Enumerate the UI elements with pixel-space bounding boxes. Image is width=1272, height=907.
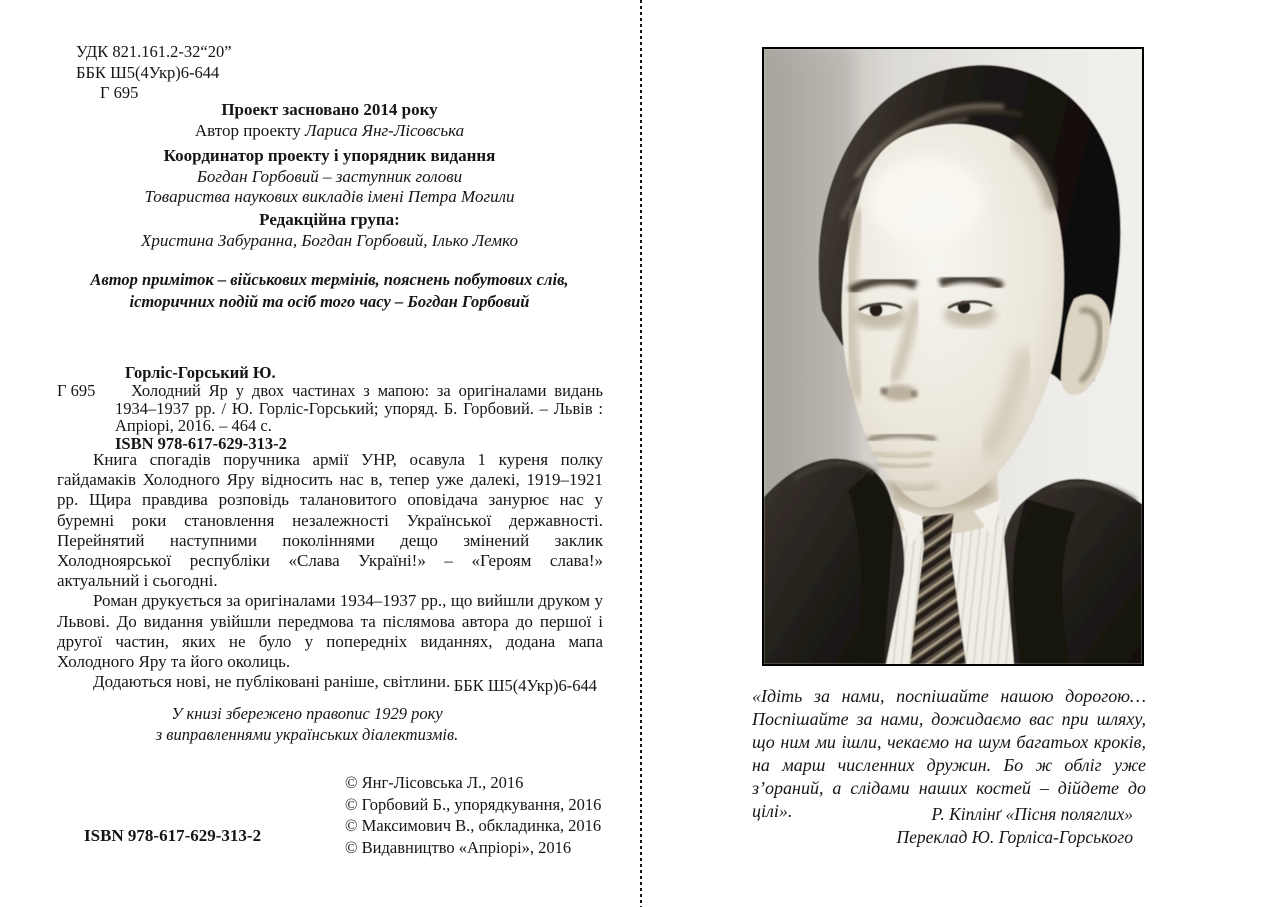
annotation-block [57,450,603,692]
editorial-members: Христина Забуранна, Богдан Горбовий, Ілько Лемко [141,230,518,250]
catalog-author-heading: Горліс-Горський Ю. [125,363,276,382]
orthography-line1: У книзі збережено правопис 1929 року [171,704,443,723]
epigraph-quote: «Ідіть за нами, поспішайте нашою дорогою… Поспішайте за нами, дожидаємо вас при шляху, що ним ми ішли, чекаємо на шум багатьох кроків, на марш численних дружин. Бо ж обліг уже з’ораний, а слідами наших костей – дійдете до цілі». [752,686,1146,821]
notes-line1: Автор приміток – військових термінів, пояснень побутових слів, [90,270,569,289]
project-author-name: Лариса Янг-Лісовська [305,120,465,140]
coordinator-line1: Богдан Горбовий – заступник голови [196,166,463,186]
coordinator-heading: Координатор проекту і упорядник видання [163,146,496,165]
copyright-block [345,772,601,858]
epigraph-attribution [752,803,1146,849]
portrait-photo-image [764,49,1142,664]
catalog-entry-wrap [57,382,603,435]
copyright-line: © Максимович В., обкладинка, 2016 [345,816,602,835]
copyright-line: © Горбовий Б., упорядкування, 2016 [345,794,602,814]
annotation-paragraph-2: Роман друкується за оригіналами 1934–1937 рр., що вийшли друком у Львові. До видання увійшли передмова та післямова автора до першої і другої частин, яких не було у попередніх виданнях, додана мапа Холодного Яру та його околиць. [57,591,603,672]
isbn-bottom-line: ISBN 978-617-629-313-2 [84,826,262,845]
epigraph-translator: Переклад Ю. Горліса-Горського [896,827,1133,847]
catalog-isbn: ISBN 978-617-629-313-2 [115,434,287,454]
editorial-group-block [57,210,602,251]
portrait-photo [762,47,1144,666]
editorial-heading: Редакційна група: [259,210,400,229]
bbk-line: ББК Ш5(4Укр)6-644 [76,62,220,82]
copyright-line: © Янг-Лісовська Л., 2016 [345,773,524,792]
epigraph-source: Р. Кіплінґ «Пісня поляглих» [931,804,1133,824]
project-heading: Проект засновано 2014 року [221,100,438,119]
annotation-paragraph-1: Книга спогадів поручника армії УНР, осавула 1 куреня полку гайдамаків Холодного Яру відносить нас в, тепер уже далекі, 1919–1921 рр. Щира правдива розповідь талановитого оповідача занурює нас у буремні роки становлення незалежності Української державності. Перейнятий наступними поколіннями дещо змінений заклик Холодноярської республіки «Слава Україні!» – «Героям слава!» актуальний і сьогодні. [57,450,603,591]
page-gutter-divider [640,0,642,907]
catalog-code-label: Г 695 [57,380,96,400]
cataloguing-codes-block [76,42,232,104]
annotation-paragraph-3: Додаються нові, не публіковані раніше, світлини. [93,672,451,692]
project-block [57,100,602,141]
notes-author-block [57,269,602,313]
coordinator-block [57,146,602,208]
catalog-card [57,364,603,453]
project-author-line [57,121,602,142]
orthography-note [57,704,557,745]
udc-line: УДК 821.161.2-32“20” [76,42,232,61]
bbk-repeat-line: ББК Ш5(4Укр)6-644 [453,676,597,695]
copyright-line: © Видавництво «Апріорі», 2016 [345,837,572,857]
author-code-line: Г 695 [100,83,139,102]
catalog-entry: Холодний Яр у двох частинах з мапою: за оригіналами видань 1934–1937 рр. / Ю. Горліс-Горський; упоряд. Б. Горбовий. – Львів : Апріорі, 2016. – 464 с. [115,380,603,436]
coordinator-line2: Товариства наукових викладів імені Петра Могили [144,187,515,206]
notes-line2: історичних подій та осіб того часу – Богдан Горбовий [129,292,530,311]
project-author-label: Автор проекту [194,120,301,140]
orthography-line2: з виправленнями українських діалектизмів. [155,724,459,744]
